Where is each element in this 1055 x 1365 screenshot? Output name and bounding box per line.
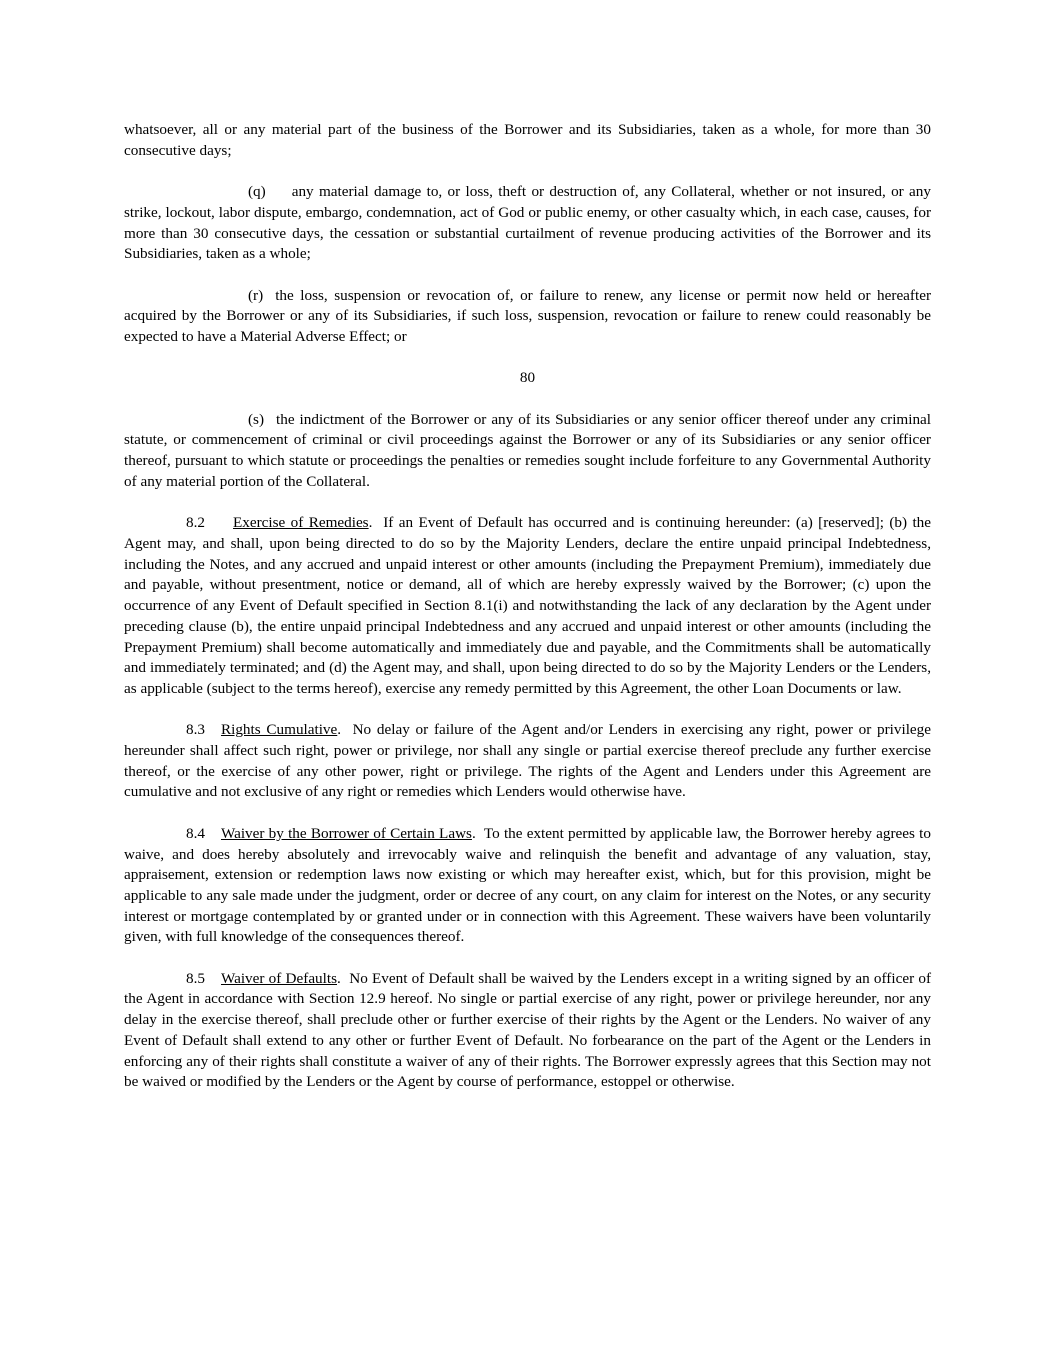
clause-label: (q) xyxy=(248,183,266,201)
section-number: 8.4 xyxy=(186,824,205,842)
section-number: 8.3 xyxy=(186,721,205,739)
continuation-text: whatsoever, all or any material part of the business of the Borrower and its Subsidiaries, taken as a whole, for more than 30 consecutive days; xyxy=(124,121,931,159)
section-heading: Waiver of Defaults xyxy=(220,969,337,987)
clause-label: (r) xyxy=(248,286,264,304)
clause-label: (s) xyxy=(248,410,265,428)
clause-r xyxy=(124,286,931,348)
page-number: 80 xyxy=(519,369,536,387)
section-8-4: 8.4 Waiver by the Borrower of Certain Laws. To the extent permitted by applicable law, the Borrower hereby agrees to waive, and does hereby absolutely and irrevocably waive and relinquish the benefit and advantage of any valuation, stay, appraisement, extension or redemption laws now existing or which may hereafter exist, which, but for this provision, might be applicable to any sale made under the judgment, order or decree of any court, on any claim for interest on the Notes, or any security interest or mortgage contemplated by or granted under or in connection with this Agreement. These waivers have been voluntarily given, with full knowledge of the consequences thereof. xyxy=(124,824,931,946)
clause-text: the indictment of the Borrower or any of its Subsidiaries or any senior officer thereof under any criminal statute, or commencement of criminal or civil proceedings against the Borrower or any of its Subsidiaries or any senior officer thereof, pursuant to which statute or proceedings the penalties or remedies sought include forfeiture to any Governmental Authority of any material portion of the Collateral. xyxy=(124,410,931,490)
section-heading: Exercise of Remedies xyxy=(232,514,369,532)
continuation-paragraph xyxy=(124,120,931,161)
section-heading: Waiver by the Borrower of Certain Laws xyxy=(220,824,472,842)
section-number: 8.2 xyxy=(186,514,205,532)
section-8-2: 8.2 Exercise of Remedies. If an Event of Default has occurred and is continuing hereunder: (a) [reserved]; (b) the Agent may, and shall, upon being directed to do so by the Majority Lenders, declare the entire unpaid principal Indebtedness, including the Notes, and any accrued and unpaid interest or other amounts (including the Prepayment Premium), immediately due and payable, without presentment, notice or demand, all of which are hereby expressly waived by the Borrower; (c) upon the occurrence of any Event of Default specified in Section 8.1(i) and notwithstanding the lack of any declaration by the Agent under preceding clause (b), the entire unpaid principal Indebtedness and any accrued and unpaid interest or other amounts (including the Prepayment Premium) shall become automatically and immediately due and payable, and the Commitments shall be automatically and immediately terminated; and (d) the Agent may, and shall, upon being directed to do so by the Majority Lenders or the Lenders, as applicable (subject to the terms hereof), exercise any remedy permitted by this Agreement, the other Loan Documents or law. xyxy=(124,514,932,697)
section-8-5: 8.5 Waiver of Defaults. No Event of Default shall be waived by the Lenders except in a writing signed by an officer of the Agent in accordance with Section 12.9 hereof. No single or partial exercise of any right, power or privilege hereunder, nor any delay in the exercise thereof, shall preclude other or further exercise of their rights by the Agent or the Lenders. No waiver of any Event of Default shall extend to any other or further Event of Default. No forbearance on the part of the Agent or the Lenders in enforcing any of their rights shall constitute a waiver of any of their rights. The Borrower expressly agrees that this Section may not be waived or modified by the Lenders or the Agent by course of performance, estoppel or otherwise. xyxy=(124,969,931,1091)
section-text: To the extent permitted by applicable law, the Borrower hereby agrees to waive, and does hereby absolutely and irrevocably waive and relinquish the benefit and advantage of any valuation, stay, appraisement, extension or redemption laws now existing or which may hereafter exist, which, but for this provision, might be applicable to any sale made under the judgment, order or decree of any court, on any claim for interest on the Notes, or any security interest or mortgage contemplated by or granted under or in connection with this Agreement. These waivers have been voluntarily given, with full knowledge of the consequences thereof. xyxy=(124,824,931,946)
section-heading: Rights Cumulative xyxy=(220,721,338,739)
clause-text: the loss, suspension or revocation of, or failure to renew, any license or permit now held or hereafter acquired by the Borrower or any of its Subsidiaries, if such loss, suspension, revocation or failure to renew could reasonably be expected to have a Material Adverse Effect; or xyxy=(124,286,931,345)
clause-s xyxy=(124,410,931,493)
section-text: No delay or failure of the Agent and/or Lenders in exercising any right, power or privilege hereunder shall affect such right, power or privilege, nor shall any single or partial exercise thereof preclude any further exercise thereof, or the exercise of any other power, right or privilege. The rights of the Agent and Lenders under this Agreement are cumulative and not exclusive of any right or remedies which Lenders would otherwise have. xyxy=(124,721,932,801)
section-8-3: 8.3 Rights Cumulative. No delay or failure of the Agent and/or Lenders in exercising any right, power or privilege hereunder shall affect such right, power or privilege, nor shall any single or partial exercise thereof preclude any further exercise thereof, or the exercise of any other power, right or privilege. The rights of the Agent and Lenders under this Agreement are cumulative and not exclusive of any right or remedies which Lenders would otherwise have. xyxy=(124,721,932,801)
section-number: 8.5 xyxy=(186,969,205,987)
section-text: If an Event of Default has occurred and is continuing hereunder: (a) [reserved]; (b) the Agent may, and shall, upon being directed to do so by the Majority Lenders, declare the entire unpaid principal Indebtedness, including the Notes, and any accrued and unpaid interest or other amounts (including the Prepayment Premium), immediately due and payable, without presentment, notice or demand, all of which are hereby expressly waived by the Borrower; (c) upon the occurrence of any Event of Default specified in Section 8.1(i) and notwithstanding the lack of any declaration by the Agent under preceding clause (b), the entire unpaid principal Indebtedness and any accrued and unpaid interest or other amounts (including the Prepayment Premium) shall become automatically and immediately due and payable, and the Commitments shall be automatically and immediately terminated; and (d) the Agent may, and shall, upon being directed to do so by the Majority Lenders or the Lenders, as applicable (subject to the terms hereof), exercise any remedy permitted by this Agreement, the other Loan Documents or law. xyxy=(124,514,932,697)
section-text: No Event of Default shall be waived by the Lenders except in a writing signed by an officer of the Agent in accordance with Section 12.9 hereof. No single or partial exercise of any right, power or privilege hereunder, nor any delay in the exercise thereof, shall preclude other or further exercise of their rights by the Agent or the Lenders. No waiver of any Event of Default shall extend to any other or further Event of Default. No forbearance on the part of the Agent or the Lenders in enforcing any of their rights shall constitute a waiver of any of their rights. The Borrower expressly agrees that this Section may not be waived or modified by the Lenders or the Agent by course of performance, estoppel or otherwise. xyxy=(124,969,931,1091)
clause-text: any material damage to, or loss, theft or destruction of, any Collateral, whether or not insured, or any strike, lockout, labor dispute, embargo, condemnation, act of God or public enemy, or other casualty which, in each case, causes, for more than 30 consecutive days, the cessation or substantial curtailment of revenue producing activities of the Borrower and its Subsidiaries, taken as a whole; xyxy=(124,183,931,263)
clause-q xyxy=(124,182,931,265)
document-page xyxy=(124,120,931,1114)
